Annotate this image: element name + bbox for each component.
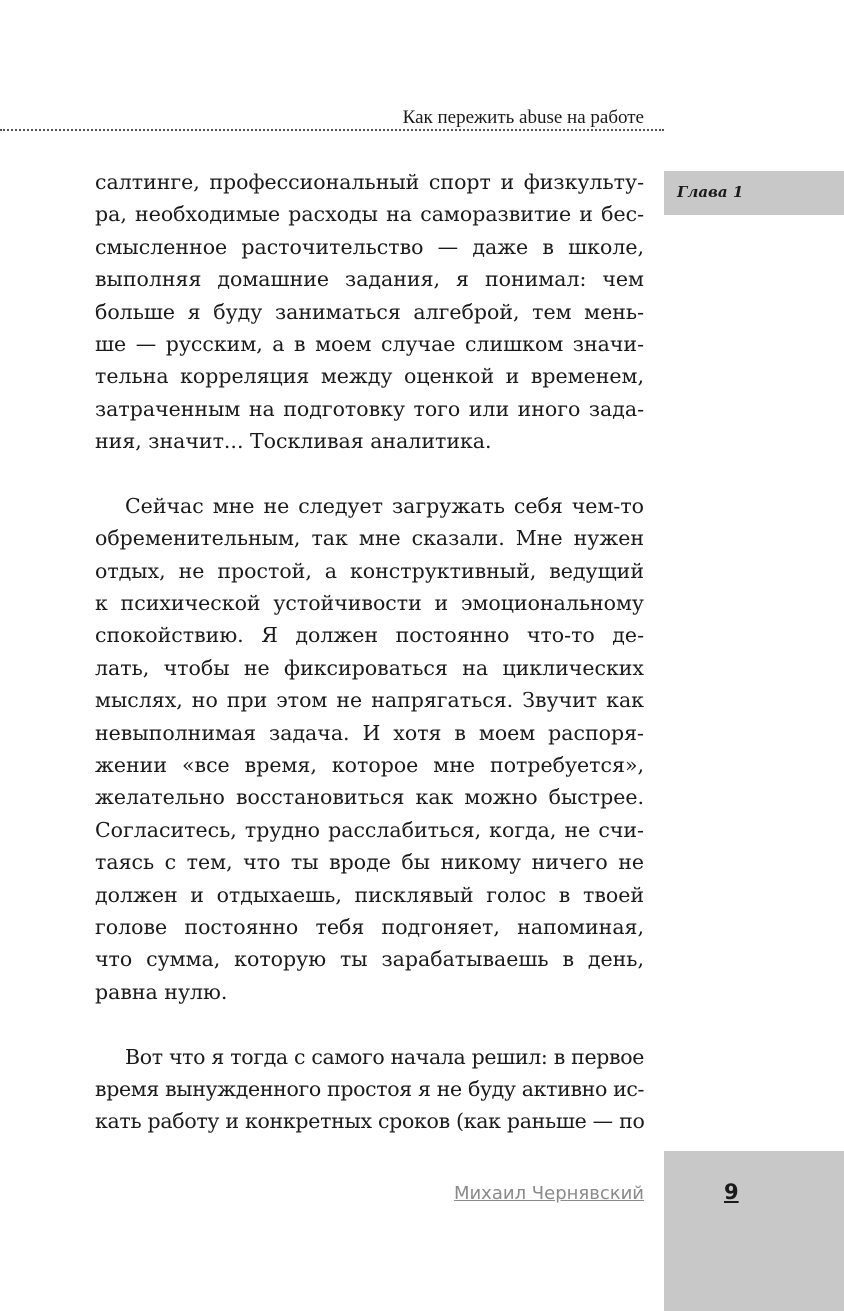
text-line: затраченным на подготовку того или иного зада- — [95, 396, 644, 421]
text-line: что сумма, которую ты зарабатываешь в день, — [95, 947, 644, 972]
text-line: к психической устойчивости и эмоциональному — [95, 591, 644, 616]
text-line: отдых, не простой, а конструктивный, ведущий — [95, 558, 644, 583]
text-line: голове постоянно тебя подгоняет, напоминая, — [95, 914, 644, 939]
paragraph-gap — [95, 1008, 644, 1040]
chapter-tab — [664, 171, 844, 215]
text-line: Сейчас мне не следует загружать себя чем-то — [125, 493, 644, 518]
text-line: таясь с тем, что ты вроде бы никому ничего не — [95, 850, 644, 875]
text-line: Вот что я тогда с самого начала решил: в первое — [125, 1044, 644, 1069]
text-line: салтинге, профессиональный спорт и физкульту- — [95, 170, 644, 194]
text-line: лать, чтобы не фиксироваться на циклических — [95, 655, 644, 680]
header-dotted-rule — [0, 129, 664, 131]
text-line: ра, необходимые расходы на саморазвитие и бес- — [95, 202, 644, 227]
text-line: ше — русским, а в моем случае слишком значи- — [95, 331, 644, 356]
text-line: время вынужденного простоя я не буду активно ис- — [95, 1076, 645, 1101]
text-line: Согласитесь, трудно расслабиться, когда, не счи- — [95, 817, 644, 842]
body-text — [95, 166, 644, 1138]
text-line: ния, значит... Тоскливая аналитика. — [95, 429, 492, 454]
text-line: выполняя домашние задания, я понимал: чем — [95, 267, 644, 292]
text-line: мыслях, но при этом не напрягаться. Звучит как — [95, 688, 644, 713]
text-line: желательно восстановиться как можно быстрее. — [95, 785, 644, 810]
text-line: равна нулю. — [95, 979, 228, 1004]
text-line: больше я буду заниматься алгеброй, тем мень- — [95, 299, 644, 324]
author-footer: Михаил Чернявский — [453, 1183, 644, 1204]
page-number-tab — [664, 1151, 844, 1311]
text-line: жении «все время, которое мне потребуется», — [95, 753, 644, 778]
text-line: тельна корреляция между оценкой и временем, — [95, 364, 644, 389]
chapter-label: Глава 1 — [677, 183, 744, 201]
text-line: кать работу и конкретных сроков (как раньше — по — [95, 1109, 645, 1134]
text-line: невыполнимая задача. И хотя в моем распоря- — [95, 720, 644, 745]
text-line: спокойствию. Я должен постоянно что-то де- — [95, 623, 644, 648]
paragraph-gap — [95, 458, 644, 490]
text-line: обременительным, так мне сказали. Мне нужен — [95, 526, 644, 551]
page-number: 9 — [724, 1180, 739, 1204]
text-line: смысленное расточительство — даже в школе, — [95, 234, 644, 259]
text-line: должен и отдыхаешь, писклявый голос в твоей — [95, 882, 644, 907]
running-header-title: Как пережить abuse на работе — [402, 107, 644, 128]
